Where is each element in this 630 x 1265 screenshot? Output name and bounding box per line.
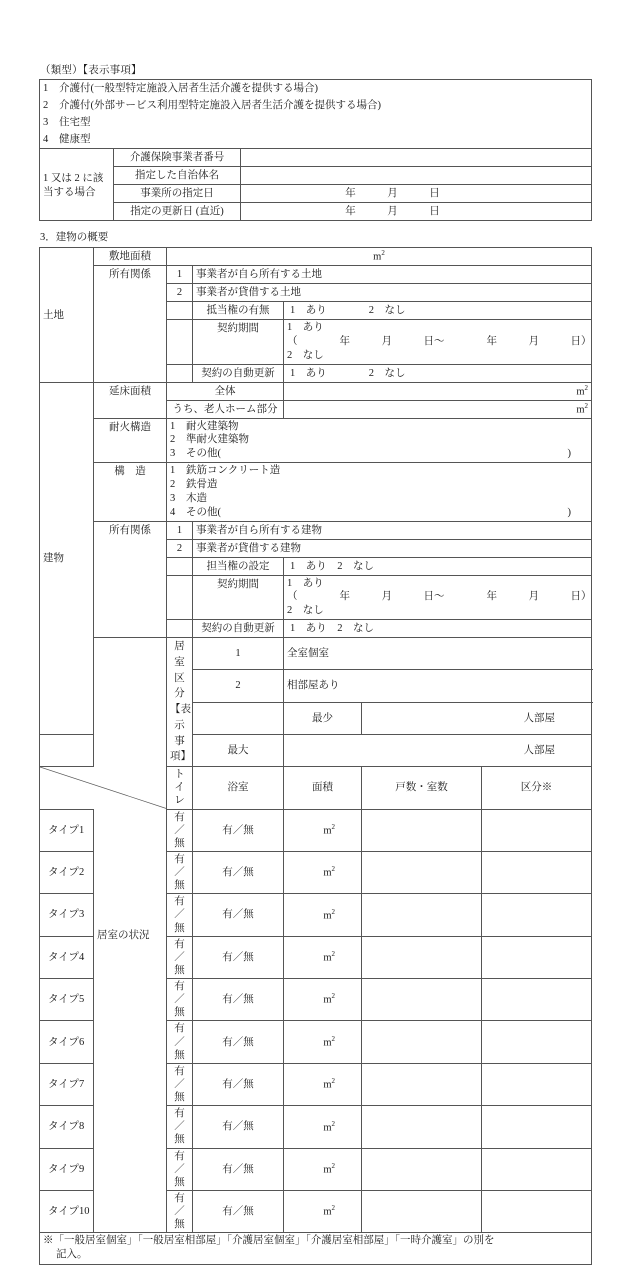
spacer-cell [167, 364, 193, 382]
room-type-bath[interactable]: 有／無 [193, 1148, 284, 1190]
room-type-division[interactable] [482, 1021, 592, 1063]
structure-options[interactable] [167, 463, 592, 521]
land-own-option-number[interactable]: 1 [167, 266, 193, 284]
land-label: 土地 [40, 248, 94, 383]
insurance-number-label: 介護保険事業者番号 [114, 149, 241, 167]
room-type-area-unit-sup: 2 [331, 1034, 335, 1043]
room-type-division[interactable] [482, 1190, 592, 1232]
type-option-2 [40, 97, 592, 114]
rooms-status-label-text: 居室の状況 [97, 929, 150, 941]
fireproof-options[interactable] [167, 418, 592, 463]
type-option-4-number: 4 [43, 133, 49, 145]
room-type-toilet[interactable]: 有／無 [167, 1148, 193, 1190]
room-type-area[interactable] [284, 1063, 362, 1105]
fireproof-option-1-label: 耐火建築物 [186, 420, 239, 432]
type-option-2-number: 2 [43, 99, 49, 111]
type-option-4 [40, 131, 592, 149]
room-type-area-unit: m [323, 1037, 332, 1049]
land-mortgage-label: 抵当権の有無 [193, 302, 284, 320]
building-lease-option-label: 事業者が貸借する建物 [193, 539, 592, 557]
room-type-division[interactable] [482, 1148, 592, 1190]
room-type-bath[interactable]: 有／無 [193, 1063, 284, 1105]
room-type-units[interactable] [362, 1190, 482, 1232]
table-row [40, 638, 592, 670]
land-lease-option-number[interactable]: 2 [167, 284, 193, 302]
structure-option-3-label: 木造 [186, 492, 207, 504]
room-type-toilet[interactable]: 有／無 [167, 936, 193, 978]
room-type-bath[interactable]: 有／無 [193, 809, 284, 851]
room-type-area[interactable] [284, 1106, 362, 1148]
type-option-2-label: 介護付(外部サービス利用型特定施設入居者生活介護を提供する場合) [59, 99, 381, 111]
building-label: 建物 [40, 382, 94, 734]
structure-label: 構 造 [94, 463, 167, 521]
room-type-toilet[interactable]: 有／無 [167, 809, 193, 851]
land-ownership-label: 所有関係 [94, 266, 167, 383]
max-label: 最大 [193, 734, 284, 766]
renewal-date-label: 指定の更新日 (直近) [114, 203, 241, 221]
room-type-area-unit-sup: 2 [331, 865, 335, 874]
room-type-area-unit: m [323, 1206, 332, 1218]
building-term-line-1: 1 あり [287, 577, 324, 589]
room-type-name: タイプ1 [40, 809, 167, 851]
room-type-area-unit-sup: 2 [331, 822, 335, 831]
land-own-option-label: 事業者が自ら所有する土地 [193, 266, 592, 284]
room-type-area-unit: m [323, 994, 332, 1006]
room-type-division[interactable] [482, 979, 592, 1021]
table-row [40, 767, 592, 809]
room-type-name: タイプ5 [40, 979, 167, 1021]
room-type-area[interactable] [284, 1148, 362, 1190]
table-row [40, 1063, 592, 1105]
room-type-area[interactable] [284, 1021, 362, 1063]
room-type-division[interactable] [482, 936, 592, 978]
land-term-label: 契約期間 [193, 320, 284, 365]
type-option-3-number: 3 [43, 116, 49, 128]
table-row [40, 1021, 592, 1063]
room-type-division[interactable] [482, 1106, 592, 1148]
room-type-area-unit-sup: 2 [331, 1119, 335, 1128]
structure-option-3 [170, 492, 588, 506]
spacer-cell [167, 620, 193, 638]
fireproof-label: 耐火構造 [94, 418, 167, 463]
diagonal-line-icon [40, 767, 166, 808]
min-label: 最少 [284, 702, 362, 734]
building-term-label: 契約期間 [193, 575, 284, 620]
fireproof-option-2 [170, 433, 588, 447]
building-mortgage-value[interactable]: 1 あり 2 なし [284, 557, 592, 575]
room-type-area-unit: m [323, 1122, 332, 1134]
floor-area-home-unit-sup: 2 [584, 401, 588, 410]
floor-area-total-unit-sup: 2 [584, 383, 588, 392]
floor-area-total-label: 全体 [167, 382, 284, 400]
land-area-label: 敷地面積 [94, 248, 167, 266]
room-type-toilet[interactable]: 有／無 [167, 979, 193, 1021]
type-option-3-label: 住宅型 [59, 116, 91, 128]
building-term-value[interactable] [284, 575, 592, 620]
room-type-bath[interactable]: 有／無 [193, 1021, 284, 1063]
room-type-area-unit: m [323, 1164, 332, 1176]
structure-option-1 [170, 464, 588, 478]
room-type-header-diagonal-cell [40, 767, 167, 809]
building-own-option-number[interactable]: 1 [167, 521, 193, 539]
room-type-area-unit-sup: 2 [331, 1204, 335, 1213]
table-row [40, 809, 592, 851]
land-area-unit-sup: 2 [381, 249, 385, 258]
land-auto-renew-label: 契約の自動更新 [193, 364, 284, 382]
room-division-label [167, 638, 193, 767]
land-auto-renew-value[interactable]: 1 あり 2 なし [284, 364, 592, 382]
floor-area-home-unit: m [576, 404, 585, 416]
room-division-footnote [40, 1233, 592, 1264]
room-type-units[interactable] [362, 809, 482, 851]
land-term-line-3: 2 なし [287, 349, 324, 361]
room-type-area-unit-sup: 2 [331, 950, 335, 959]
table-row [40, 979, 592, 1021]
table-row [40, 418, 592, 463]
table-row [40, 114, 592, 131]
structure-option-3-number: 3 [170, 492, 176, 504]
room-type-division[interactable] [482, 851, 592, 893]
room-type-units[interactable] [362, 979, 482, 1021]
room-type-bath[interactable]: 有／無 [193, 1190, 284, 1232]
footnote-line-1: ※「一般居室個室」「一般居室相部屋」「介護居室個室」「介護居室相部屋」「一時介護室」の別を [43, 1235, 495, 1247]
column-header-division: 区分※ [482, 767, 592, 809]
room-type-name: タイプ2 [40, 851, 167, 893]
table-row [40, 463, 592, 521]
table-row [40, 80, 592, 98]
applicable-case-label: 1 又は 2 に該当する場合 [40, 149, 114, 221]
section-3-title: 3．建物の概要 [40, 232, 109, 243]
room-type-name: タイプ7 [40, 1063, 167, 1105]
designating-municipality-label: 指定した自治体名 [114, 167, 241, 185]
table-row [40, 203, 592, 221]
all-private-option-label: 全室個室 [284, 638, 592, 670]
column-header-toilet: トイレ [167, 767, 193, 809]
type-option-3 [40, 114, 592, 131]
land-area-value[interactable] [167, 248, 592, 266]
building-mortgage-label: 担当権の設定 [193, 557, 284, 575]
land-lease-option-label: 事業者が貸借する土地 [193, 284, 592, 302]
building-auto-renew-value[interactable]: 1 あり 2 なし [284, 620, 592, 638]
shared-option-label: 相部屋あり [284, 670, 592, 702]
shared-option-number[interactable]: 2 [193, 670, 284, 702]
spacer-cell [167, 320, 193, 365]
designating-municipality-value[interactable] [241, 167, 592, 185]
structure-option-1-label: 鉄筋コンクリート造 [186, 465, 281, 477]
table-row [40, 521, 592, 539]
spacer-cell [167, 302, 193, 320]
floor-area-label: 延床面積 [94, 382, 167, 418]
room-type-units[interactable] [362, 936, 482, 978]
room-type-bath[interactable]: 有／無 [193, 851, 284, 893]
structure-option-1-number: 1 [170, 465, 176, 477]
table-row [40, 167, 592, 185]
room-type-bath[interactable]: 有／無 [193, 936, 284, 978]
structure-option-4-number: 4 [170, 506, 176, 518]
room-type-name: タイプ3 [40, 894, 167, 936]
room-type-area[interactable] [284, 1190, 362, 1232]
room-type-area[interactable] [284, 851, 362, 893]
table-row [40, 131, 592, 149]
room-type-toilet[interactable]: 有／無 [167, 851, 193, 893]
renewal-date-value[interactable]: 年 月 日 [241, 203, 592, 221]
room-type-area-unit: m [323, 952, 332, 964]
room-type-toilet[interactable]: 有／無 [167, 1106, 193, 1148]
room-type-toilet[interactable]: 有／無 [167, 894, 193, 936]
spacer-cell [40, 734, 94, 766]
all-private-option-number[interactable]: 1 [193, 638, 284, 670]
room-type-name: タイプ10 [40, 1190, 167, 1232]
spacer-cell [167, 575, 193, 620]
room-type-name: タイプ4 [40, 936, 167, 978]
fireproof-option-1 [170, 420, 588, 434]
room-type-name: タイプ6 [40, 1021, 167, 1063]
fireproof-option-1-number: 1 [170, 420, 176, 432]
insurance-designation-table [39, 148, 592, 221]
room-type-toilet[interactable]: 有／無 [167, 1190, 193, 1232]
table-row [40, 1106, 592, 1148]
room-division-label-text: 居室区分 [174, 641, 185, 700]
building-own-option-label: 事業者が自ら所有する建物 [193, 521, 592, 539]
max-value[interactable]: 人部屋 [284, 734, 592, 766]
column-header-units: 戸数・室数 [362, 767, 482, 809]
room-type-area-unit: m [323, 1079, 332, 1091]
room-type-area[interactable] [284, 979, 362, 1021]
type-option-4-label: 健康型 [59, 133, 91, 145]
fireproof-option-2-number: 2 [170, 434, 176, 446]
room-type-area-unit: m [323, 825, 332, 837]
table-row [40, 1190, 592, 1232]
insurance-number-value[interactable] [241, 149, 592, 167]
land-area-unit: m [373, 251, 382, 263]
room-type-area-unit-sup: 2 [331, 992, 335, 1001]
structure-option-4 [170, 506, 588, 520]
structure-option-4-label: その他( ) [186, 506, 571, 518]
room-type-bath[interactable]: 有／無 [193, 979, 284, 1021]
fireproof-option-3 [170, 447, 588, 461]
structure-option-2-number: 2 [170, 479, 176, 491]
footnote-line-2: 記入。 [56, 1249, 88, 1261]
room-type-units[interactable] [362, 851, 482, 893]
room-type-name: タイプ8 [40, 1106, 167, 1148]
table-row [40, 248, 592, 266]
table-row [40, 266, 592, 284]
floor-area-total-unit: m [576, 386, 585, 398]
table-row [40, 97, 592, 114]
floor-area-home-label: うち、老人ホーム部分 [167, 400, 284, 418]
room-type-bath[interactable]: 有／無 [193, 894, 284, 936]
room-type-toilet[interactable]: 有／無 [167, 1021, 193, 1063]
floor-area-total-value[interactable] [284, 382, 592, 400]
building-ownership-label: 所有関係 [94, 521, 167, 638]
room-type-division[interactable] [482, 809, 592, 851]
type-option-1-label: 介護付(一般型特定施設入居者生活介護を提供する場合) [59, 82, 318, 94]
spacer-cell [193, 702, 284, 734]
designation-date-value[interactable]: 年 月 日 [241, 185, 592, 203]
table-row [40, 185, 592, 203]
land-term-line-1: 1 あり [287, 322, 324, 333]
floor-area-home-value[interactable] [284, 400, 592, 418]
room-type-area[interactable] [284, 809, 362, 851]
category-type-table [39, 79, 592, 149]
structure-option-2 [170, 478, 588, 492]
room-type-units[interactable] [362, 1106, 482, 1148]
room-type-area-unit-sup: 2 [331, 1077, 335, 1086]
fireproof-option-3-label: その他( ) [186, 448, 571, 460]
room-type-units[interactable] [362, 1063, 482, 1105]
building-term-line-2: （ 年 月 日～ 年 月 日） [287, 591, 592, 603]
building-outline-table [39, 247, 592, 1265]
designation-date-label: 事業所の指定日 [114, 185, 241, 203]
land-term-value[interactable] [284, 320, 592, 365]
table-row [40, 149, 592, 167]
room-type-bath[interactable]: 有／無 [193, 1106, 284, 1148]
room-type-area-unit-sup: 2 [331, 1161, 335, 1170]
fireproof-option-3-number: 3 [170, 448, 176, 460]
room-type-area-unit: m [323, 910, 332, 922]
table-row [40, 1233, 592, 1264]
land-term-line-2: （ 年 月 日～ 年 月 日） [287, 335, 592, 347]
column-header-bath: 浴室 [193, 767, 284, 809]
room-type-division[interactable] [482, 1063, 592, 1105]
room-type-area[interactable] [284, 936, 362, 978]
building-auto-renew-label: 契約の自動更新 [193, 620, 284, 638]
room-division-display-label: 【表示事項】 [170, 704, 191, 763]
spacer-cell [167, 557, 193, 575]
room-type-area-unit: m [323, 867, 332, 879]
min-value[interactable]: 人部屋 [362, 702, 592, 734]
type-option-1-number: 1 [43, 82, 49, 94]
room-type-units[interactable] [362, 1021, 482, 1063]
land-mortgage-value[interactable]: 1 あり 2 なし [284, 302, 592, 320]
room-type-area-unit-sup: 2 [331, 907, 335, 916]
type-option-1 [40, 80, 592, 98]
fireproof-option-2-label: 準耐火建築物 [186, 434, 249, 446]
room-type-units[interactable] [362, 1148, 482, 1190]
column-header-area: 面積 [284, 767, 362, 809]
building-term-line-3: 2 なし [287, 605, 324, 617]
table-row [40, 851, 592, 893]
category-display-heading: （類型）【表示事項】 [40, 65, 142, 76]
table-row [40, 382, 592, 400]
table-row [40, 1148, 592, 1190]
room-type-name: タイプ9 [40, 1148, 167, 1190]
structure-option-2-label: 鉄骨造 [186, 479, 218, 491]
room-type-toilet[interactable]: 有／無 [167, 1063, 193, 1105]
building-lease-option-number[interactable]: 2 [167, 539, 193, 557]
